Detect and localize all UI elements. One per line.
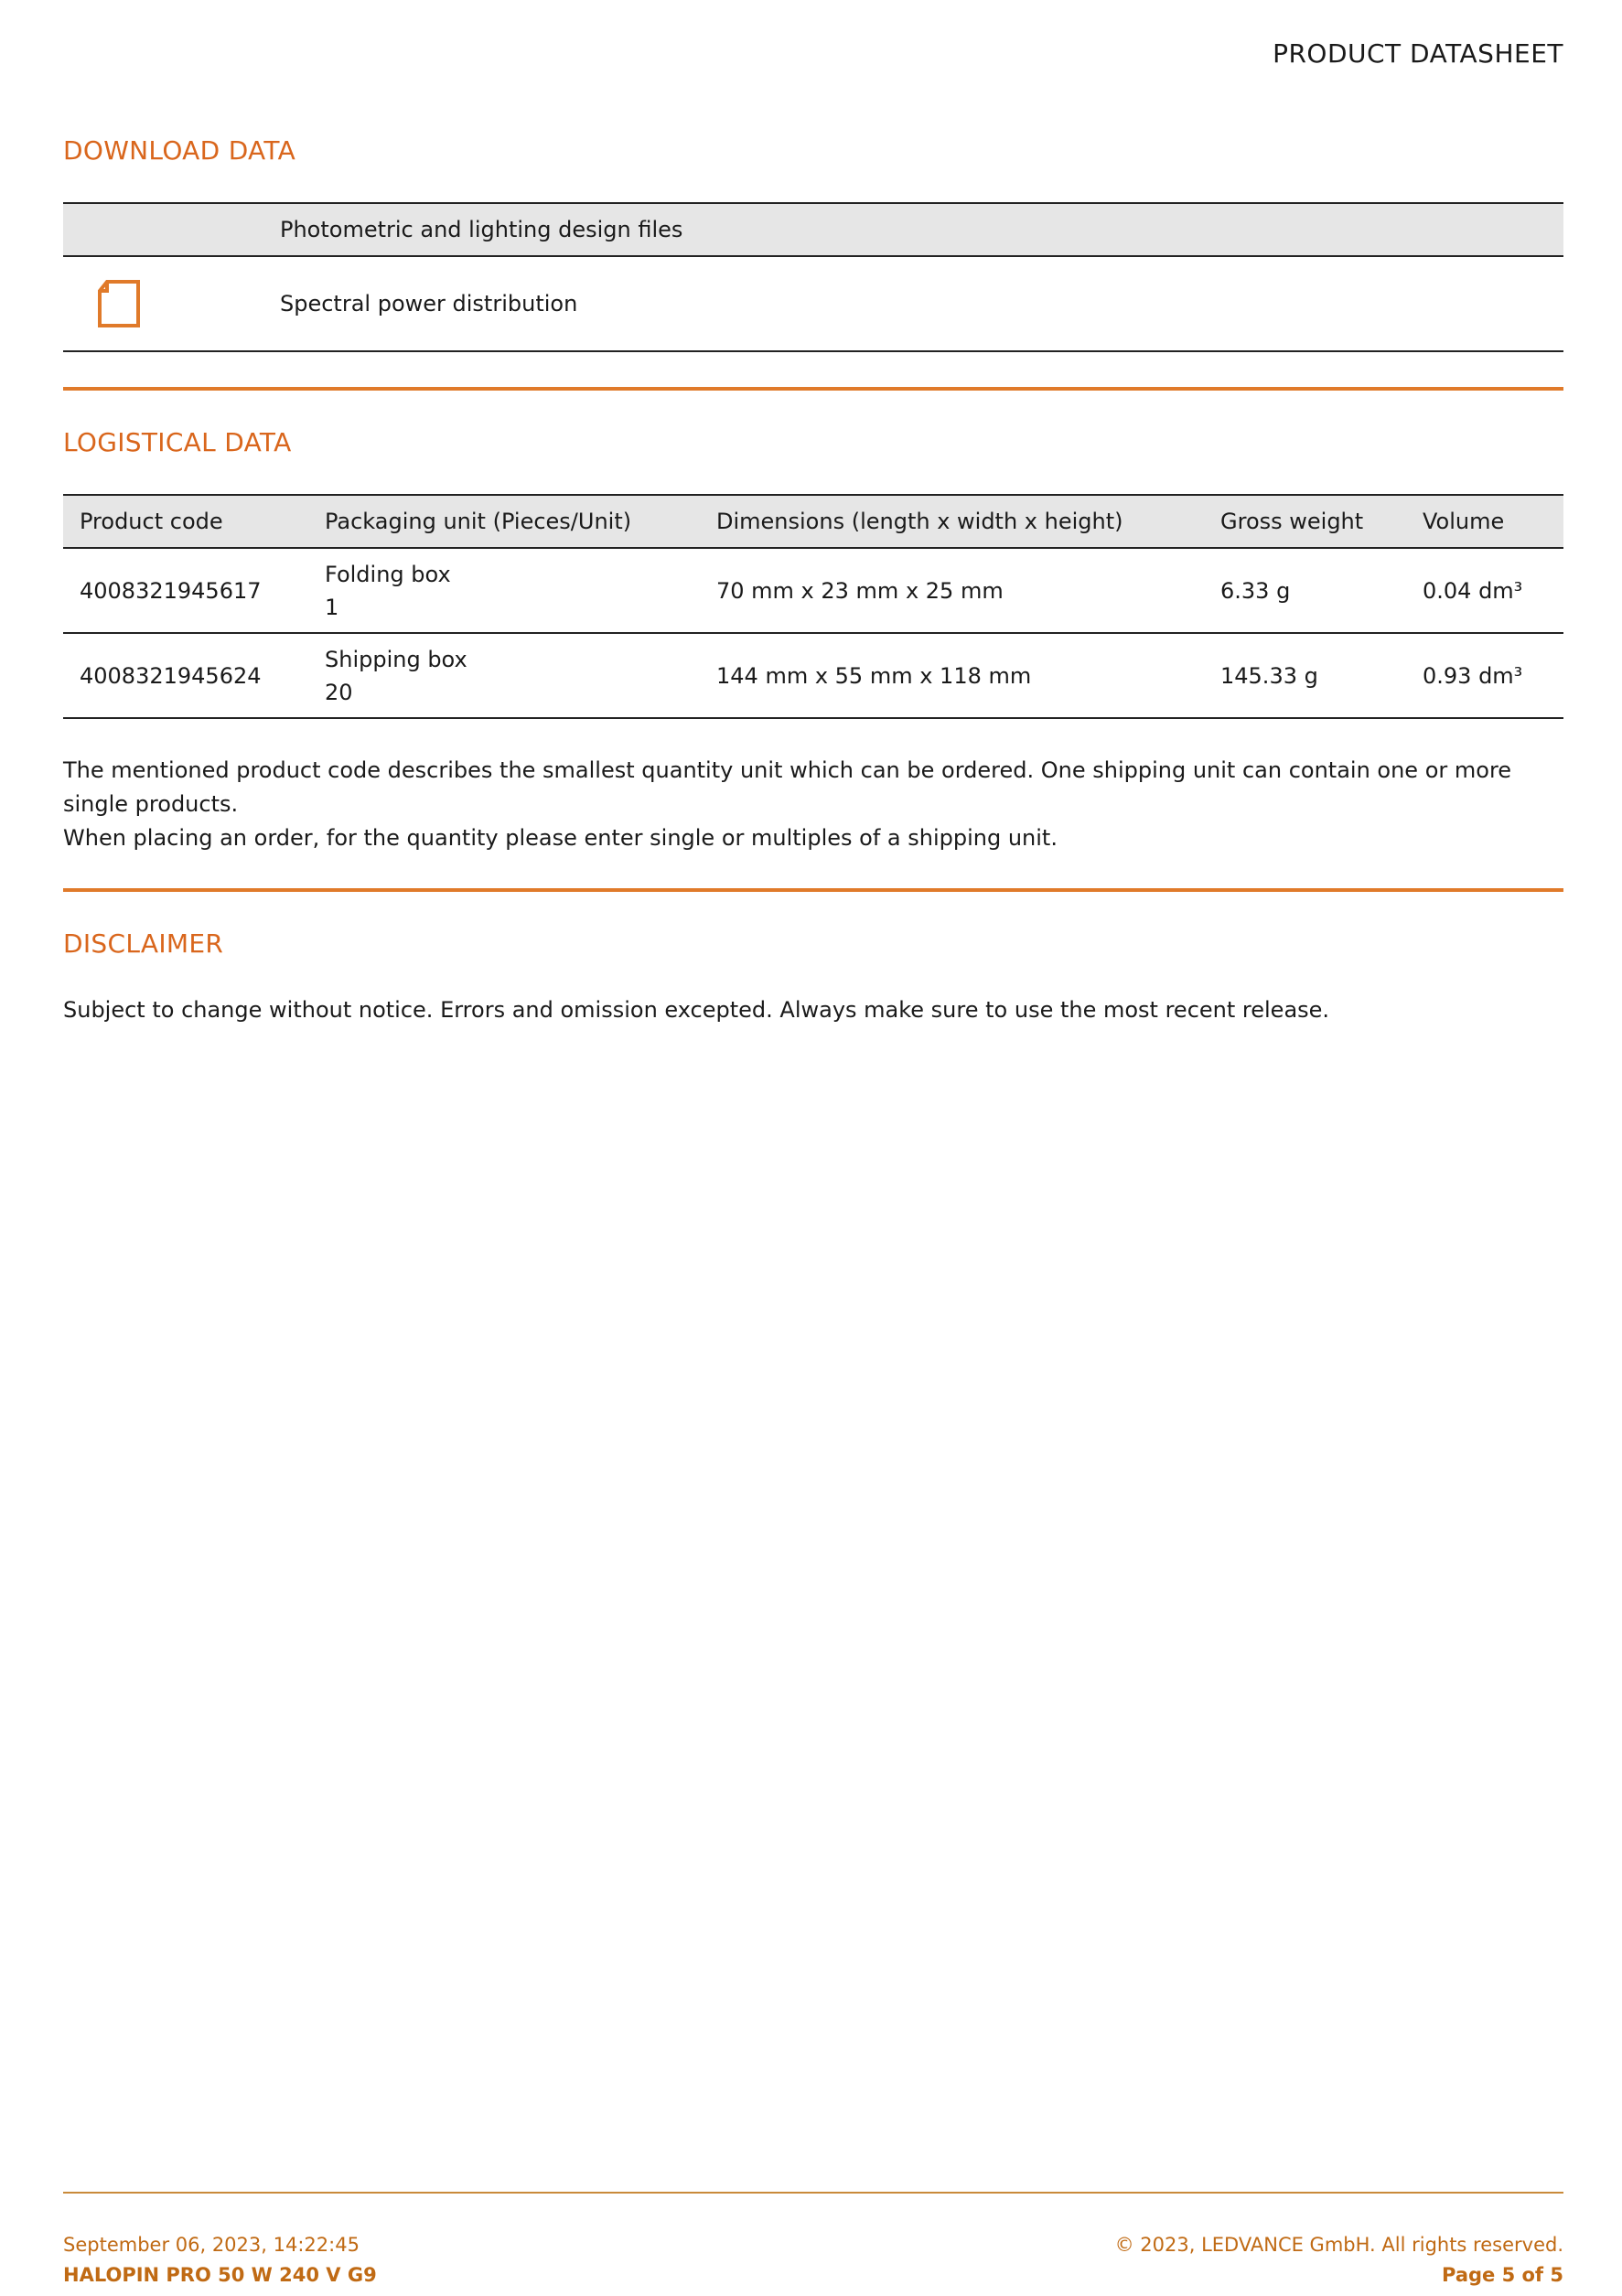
logistical-data-title: LOGISTICAL DATA <box>63 427 292 457</box>
volume-cell: 0.04 dm³ <box>1406 548 1563 633</box>
column-header-product-code: Product code <box>63 495 308 548</box>
packaging-unit-name: Shipping box <box>325 646 467 672</box>
dimensions-cell: 70 mm x 23 mm x 25 mm <box>700 548 1204 633</box>
download-table <box>63 202 1563 352</box>
table-row <box>63 548 1563 633</box>
table-row <box>63 633 1563 718</box>
gross-weight-cell: 145.33 g <box>1204 633 1406 718</box>
download-column-header: Photometric and lighting design files <box>280 203 1563 256</box>
packaging-unit-cell <box>308 633 700 718</box>
download-icon-header <box>63 203 280 256</box>
column-header-packaging-unit: Packaging unit (Pieces/Unit) <box>308 495 700 548</box>
download-file-label[interactable]: Spectral power distribution <box>280 256 1563 351</box>
logistical-note <box>63 754 1563 855</box>
logistical-table <box>63 494 1563 719</box>
footer-timestamp: September 06, 2023, 14:22:45 <box>63 2234 360 2256</box>
column-header-gross-weight: Gross weight <box>1204 495 1406 548</box>
footer-copyright: © 2023, LEDVANCE GmbH. All rights reserved. <box>1114 2234 1563 2256</box>
download-table-header-row <box>63 203 1563 256</box>
footer-product-name: HALOPIN PRO 50 W 240 V G9 <box>63 2264 377 2286</box>
logistical-header-row <box>63 495 1563 548</box>
footer-page-number: Page 5 of 5 <box>1442 2264 1563 2286</box>
footer-left <box>63 2230 377 2291</box>
logistical-note-line-1: The mentioned product code describes the smallest quantity unit which can be ordered. One shipping unit can contain one or more single products. <box>63 757 1512 817</box>
gross-weight-cell: 6.33 g <box>1204 548 1406 633</box>
download-data-title: DOWNLOAD DATA <box>63 135 296 166</box>
disclaimer-title: DISCLAIMER <box>63 928 224 959</box>
packaging-unit-pieces: 1 <box>325 594 339 620</box>
packaging-unit-pieces: 20 <box>325 679 353 705</box>
dimensions-cell: 144 mm x 55 mm x 118 mm <box>700 633 1204 718</box>
download-file-row[interactable] <box>63 256 1563 351</box>
main-content <box>63 135 1563 1023</box>
footer-divider <box>63 2192 1563 2194</box>
section-divider <box>63 387 1563 391</box>
packaging-unit-name: Folding box <box>325 561 451 587</box>
section-divider <box>63 888 1563 892</box>
document-type-label: PRODUCT DATASHEET <box>1273 38 1563 69</box>
column-header-volume: Volume <box>1406 495 1563 548</box>
product-code-cell: 4008321945624 <box>63 633 308 718</box>
packaging-unit-cell <box>308 548 700 633</box>
logistical-note-line-2: When placing an order, for the quantity please enter single or multiples of a shipping unit. <box>63 825 1058 851</box>
document-icon[interactable] <box>96 279 142 328</box>
column-header-dimensions: Dimensions (length x width x height) <box>700 495 1204 548</box>
disclaimer-text: Subject to change without notice. Errors and omission excepted. Always make sure to use the most recent release. <box>63 997 1330 1023</box>
footer-right <box>1115 2230 1563 2291</box>
volume-cell: 0.93 dm³ <box>1406 633 1563 718</box>
download-icon-cell <box>63 256 280 351</box>
product-code-cell: 4008321945617 <box>63 548 308 633</box>
